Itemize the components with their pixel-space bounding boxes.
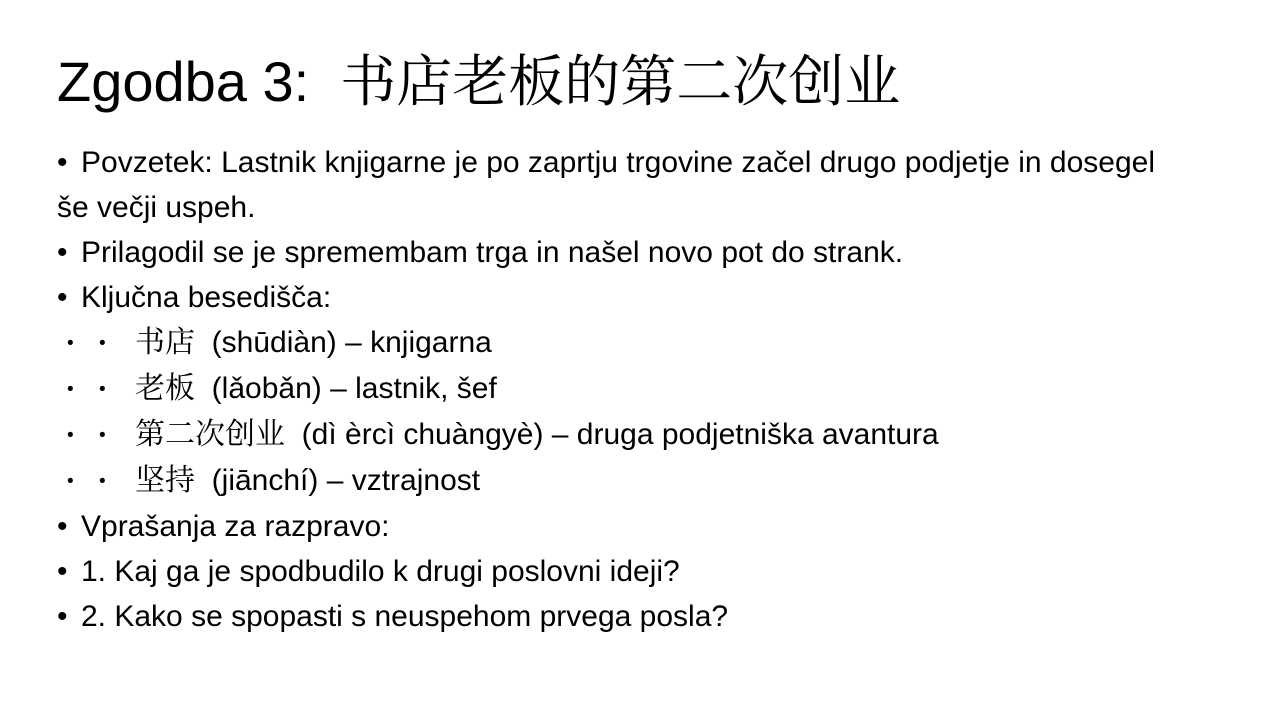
bullet-icon: • — [57, 555, 68, 588]
bullet-icon: • — [67, 425, 74, 446]
bullet-item — [57, 230, 1172, 275]
bullet-icon: • — [57, 600, 68, 633]
vocab-text: 坚持 (jiānchí) – vztrajnost — [135, 464, 481, 497]
bullet-item — [57, 275, 1172, 320]
sub-bullet-icon: • — [99, 333, 106, 354]
bullet-text: Povzetek: Lastnik knjigarne je po zaprtju trgovine začel drugo podjetje in dosegel še večji uspeh. — [57, 146, 1164, 224]
bullet-text: Prilagodil se je spremembam trga in našel novo pot do strank. — [81, 236, 904, 269]
bullet-icon: • — [67, 471, 74, 492]
vocab-item — [57, 412, 1172, 458]
bullet-item — [57, 140, 1172, 230]
vocab-text: 第二次创业 (dì èrcì chuàngyè) – druga podjetniška avantura — [135, 418, 939, 451]
bullet-item — [57, 549, 1172, 594]
bullet-text: Vprašanja za razpravo: — [81, 510, 390, 543]
sub-bullet-icon: • — [99, 425, 106, 446]
vocab-item — [57, 320, 1172, 366]
bullet-item — [57, 504, 1172, 549]
bullet-icon: • — [57, 510, 68, 543]
vocab-item — [57, 458, 1172, 504]
vocab-text: 老板 (lǎobǎn) – lastnik, šef — [135, 372, 497, 405]
bullet-text: 1. Kaj ga je spodbudilo k drugi poslovni ideji? — [81, 555, 680, 588]
bullet-icon: • — [57, 236, 68, 269]
bullet-icon: • — [57, 146, 68, 179]
vocab-text: 书店 (shūdiàn) – knjigarna — [135, 326, 492, 359]
vocab-item — [57, 366, 1172, 412]
bullet-item — [57, 594, 1172, 639]
slide-body — [57, 140, 1172, 639]
bullet-icon: • — [67, 379, 74, 400]
bullet-icon: • — [67, 333, 74, 354]
sub-bullet-icon: • — [99, 471, 106, 492]
slide-title: Zgodba 3: 书店老板的第二次创业 — [57, 50, 901, 113]
bullet-text: Ključna besedišča: — [81, 281, 332, 314]
bullet-icon: • — [57, 281, 68, 314]
sub-bullet-icon: • — [99, 379, 106, 400]
bullet-text: 2. Kako se spopasti s neuspehom prvega posla? — [81, 600, 729, 633]
